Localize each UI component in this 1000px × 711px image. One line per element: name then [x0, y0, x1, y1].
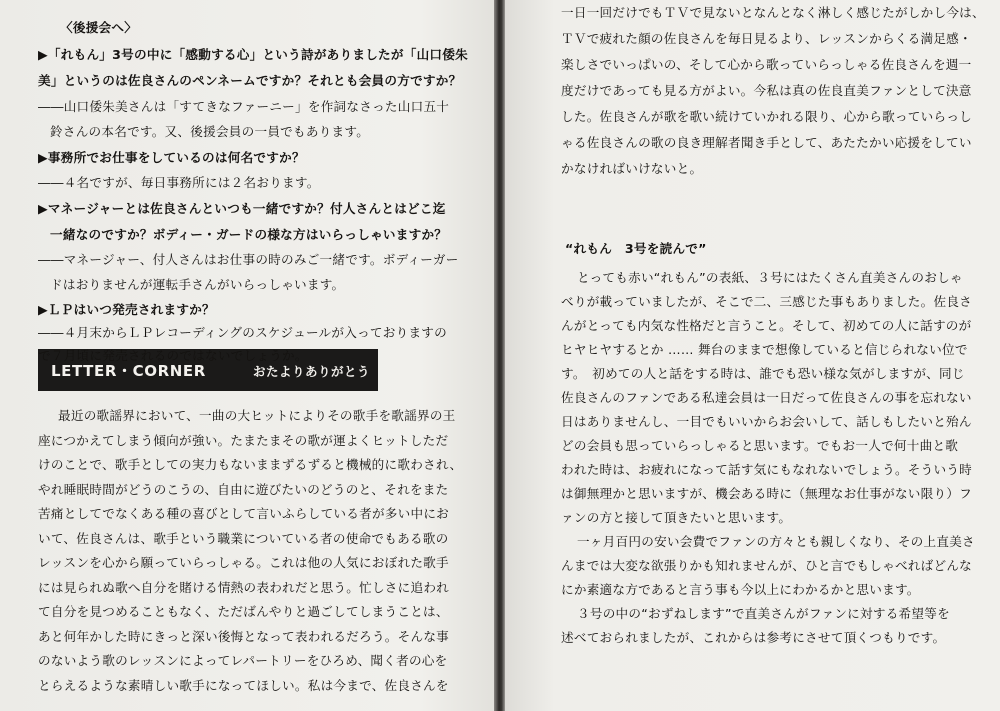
letter-line: 最近の歌謡界において、一曲の大ヒットによりその歌手を歌謡界の王: [58, 408, 456, 423]
banner-subtitle: おたよりありがとう: [253, 364, 371, 379]
article-line: んまでは大変な欲張りかも知れませんが、ひと言でもしゃべればどんな: [561, 558, 972, 573]
letter-line: けのことで、歌手としての実力もないままずるずると機械的に歌わされ、: [38, 457, 463, 472]
letter-line: レッスンを心から願っていらっしゃる。これは他の人気におぼれた歌手: [38, 555, 449, 570]
letter-line: とらえるような素晴しい歌手になってほしい。私は今まで、佐良さんを: [38, 677, 449, 693]
qa-answer-line: で７月頃に発売されるのではないでしょうか。: [38, 348, 308, 363]
letter-continued-line: 度だけであっても見る方がよい。今私は真の佐良直美ファンとして決意: [561, 83, 972, 98]
letter-continued-line: 一日一回だけでもＴＶで見ないとなんとなく淋しく感じたがしかし今は、: [561, 5, 985, 20]
article-line: す。 初めての人と話をする時は、誰でも恐い様な気がしますが、同じ: [561, 366, 965, 381]
article-heading: “れもん 3号を読んで”: [565, 241, 707, 256]
letter-line: あと何年かした時にきっと深い後悔となって表われるだろう。そんな事: [38, 628, 449, 644]
article-line: 述べておられましたが、これからは参考にさせて頂くつもりです。: [561, 630, 946, 645]
book-gutter: [494, 0, 505, 711]
qa-answer-line: ドはおりませんが運転手さんがいらっしゃいます。: [50, 277, 345, 292]
left-page: [0, 0, 494, 711]
qa-question-line: ▶ＬＰはいつ発売されますか？: [38, 302, 215, 317]
article-line: ３号の中の“おずねします”で直美さんがファンに対する希望等を: [577, 606, 950, 621]
banner-title: LETTER・CORNER: [51, 362, 206, 380]
article-line: ヒヤヒヤするとか …… 舞台のままで想像していると信じられない位で: [561, 342, 968, 357]
article-line: とっても赤い“れもん”の表紙、３号にはたくさん直美さんのおしゃ: [577, 270, 963, 285]
qa-question-line: ▶「れもん」3号の中に「感動する心」という詩がありましたが「山口倭朱: [38, 47, 468, 62]
article-line: んがとっても内気な性格だと言うこと。そして、初めての人に話すのが: [561, 318, 972, 333]
article-line: にか素適な方であると言う事も今以上にわかるかと思います。: [561, 582, 920, 597]
letter-line: のないよう歌のレッスンによってレパートリーをひろめ、聞く者の心を: [38, 653, 448, 668]
article-line: 佐良さんのファンである私達会員は一日だって佐良さんの事を忘れない: [561, 390, 972, 405]
qa-answer-line: ――マネージャー、付人さんはお仕事の時のみご一緒です。ボディーガー: [38, 252, 459, 267]
qa-question-line: ▶事務所でお仕事をしているのは何名ですか？: [38, 150, 305, 165]
article-line: どの会員も思っていらっしゃると思います。でもお一人で何十曲と歌: [561, 438, 959, 453]
letter-line: やれ睡眠時間がどうのこうの、自由に遊びたいのどうのと、それをまた: [38, 481, 449, 497]
article-line: 日はありませんし、一目でもいいからお会いして、話しもしたいと殆ん: [561, 414, 972, 429]
letter-line: いて、佐良さんは、歌手という職業についている者の使命でもある歌の: [38, 530, 449, 546]
letter-line: 座につかえてしまう傾向が強い。たまたまその歌が運よくヒットしただ: [38, 432, 449, 448]
article-line: われた時は、お疲れになって話す気にもなれないでしょう。そういう時: [561, 462, 972, 477]
letter-continued-line: かなければいけないと。: [561, 161, 703, 176]
article-line: は御無理かと思いますが、機会ある時に（無理なお仕事がない限り）フ: [561, 486, 972, 501]
qa-question-line: ▶マネージャーとは佐良さんといつも一緒ですか？付人さんとはどこ迄: [38, 201, 446, 216]
qa-question-line: 一緒なのですか？ボディー・ガードの様な方はいらっしゃいますか？: [50, 227, 448, 242]
letter-line: 苦痛としてでなくある種の喜びとして言いふらしている者が多い中にお: [38, 506, 449, 521]
letter-line: て自分を見つめることもなく、ただばんやりと過ごしてしまうことは、: [38, 604, 449, 619]
letter-line: には見られぬ歌へ自分を賭ける情熱の表われだと思う。忙しさに追われ: [38, 579, 449, 595]
article-line: べりが載っていましたが、そこで二、三感じた事もありました。佐良さ: [561, 294, 972, 309]
article-line: 一ヶ月百円の安い会費でファンの方々とも親しくなり、その上直美さ: [577, 534, 975, 549]
qa-answer-line: ――４名ですが、毎日事務所には２名おります。: [38, 175, 320, 190]
qa-answer-line: ――４月末からＬＰレコーディングのスケジュールが入っておりますの: [38, 325, 447, 340]
letter-continued-line: 楽しさでいっぱいの、そして心から歌っていらっしゃる佐良さんを週一: [561, 57, 972, 72]
qa-answer-line: ――山口倭朱美さんは「すてきなファーニー」を作詞なさった山口五十: [38, 99, 450, 114]
letter-continued-line: ゃる佐良さんの歌の良き理解者聞き手として、あたたかい応援をしてい: [561, 135, 972, 150]
qa-question-line: 美」というのは佐良さんのペンネームですか？それとも会員の方ですか？: [38, 73, 462, 88]
letter-continued-line: した。佐良さんが歌を歌い続けていかれる限り、心から歌っていらっし: [561, 109, 972, 124]
article-line: ァンの方と接して頂きたいと思います。: [561, 510, 792, 525]
qa-answer-line: 鈴さんの本名です。又、後援会員の一員でもあります。: [50, 124, 370, 139]
qa-section-heading: 〈後援会へ〉: [60, 20, 138, 35]
letter-continued-line: ＴＶで疲れた顔の佐良さんを毎日見るより、レッスンからくる満足感・: [561, 31, 972, 46]
right-page: [505, 0, 1000, 711]
